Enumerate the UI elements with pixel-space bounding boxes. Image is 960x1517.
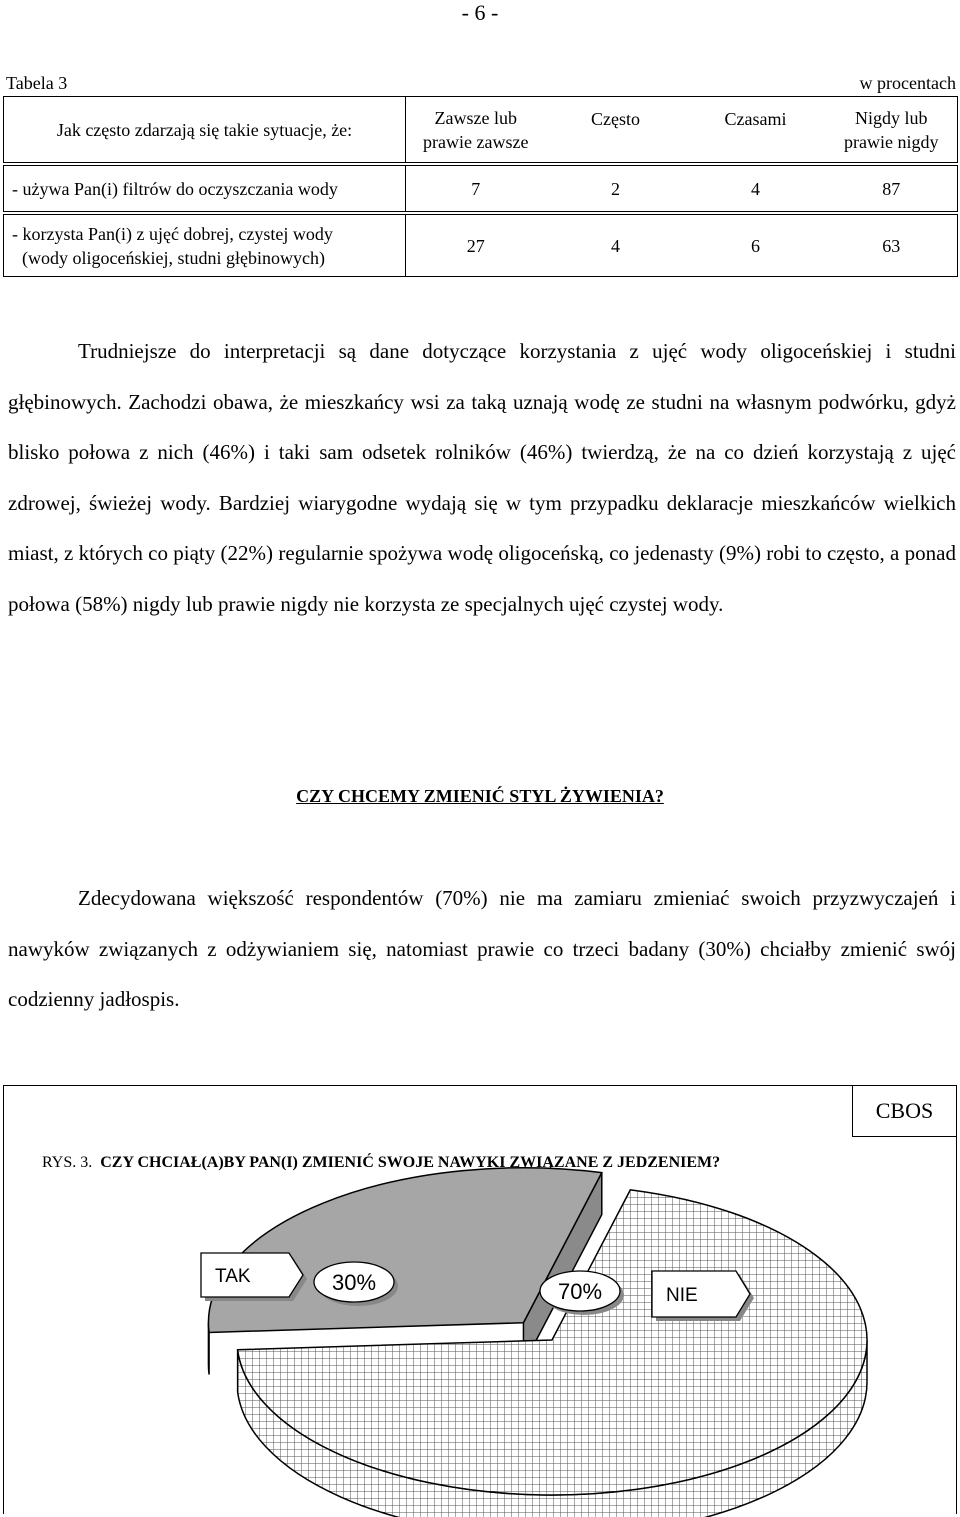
cell-value: 63 (826, 215, 958, 277)
section-heading: CZY CHCEMY ZMIENIĆ STYL ŻYWIENIA? (296, 786, 664, 806)
header-col-never: Nigdy lub prawie nigdy (826, 97, 958, 163)
header-col-often: Często (546, 97, 686, 163)
value-label-nie-text: 70% (557, 1279, 603, 1304)
cell-value: 27 (406, 215, 546, 277)
cell-value: 7 (406, 166, 546, 212)
data-table (3, 96, 958, 277)
table-unit: w procentach (859, 73, 956, 93)
label-nie (652, 1271, 754, 1321)
header-col-always: Zawsze lub prawie zawsze (406, 97, 546, 163)
label-tak (201, 1253, 307, 1301)
table-label: Tabela 3 (6, 73, 68, 93)
table-row (4, 215, 958, 277)
source-box: CBOS (852, 1085, 957, 1137)
page-number: - 6 - (461, 0, 499, 25)
label-tak-text: TAK (215, 1266, 251, 1287)
header-question: Jak często zdarzają się takie sytuacje, że: (4, 97, 406, 163)
table-header-row (4, 97, 958, 163)
cell-value: 4 (546, 215, 686, 277)
value-label-tak-text: 30% (331, 1270, 377, 1295)
label-nie-text: NIE (666, 1285, 698, 1306)
table-row (4, 166, 958, 212)
header-col-sometimes: Czasami (686, 97, 826, 163)
figure-title: RYS. 3. CZY CHCIAŁ(A)BY PAN(I) ZMIENIĆ SWOJE NAWYKI ZWIĄZANE Z JEDZENIEM? (42, 1154, 721, 1171)
pie-chart (0, 1085, 960, 1517)
cell-value: 87 (826, 166, 958, 212)
cell-value: 2 (546, 166, 686, 212)
cell-value: 4 (686, 166, 826, 212)
paragraph-diet-change: Zdecydowana większość respondentów (70%) nie ma zamiaru zmieniać swoich przyzwyczajeń i nawyków związanych z odżywianiem się, natomiast prawie co trzeci badany (30%) chciałby zmienić swój codzienny jadłospis. (8, 886, 956, 1011)
paragraph-water-interpretation: Trudniejsze do interpretacji są dane dotyczące korzystania z ujęć wody oligoceńskiej i studni głębinowych. Zachodzi obawa, że mieszkańcy wsi za taką uznają wodę ze studni na własnym podwórku, gdyż blisko połowa z nich (46%) i taki sam odsetek rolników (46%) twierdzą, że na co dzień korzystają z ujęć zdrowej, świeżej wody. Bardziej wiarygodne wydają się w tym przypadku deklaracje mieszkańców wielkich miast, z których co piąty (22%) regularnie spożywa wodę oligoceńską, co jedenasty (9%) robi to często, a ponad połowa (58%) nigdy lub prawie nigdy nie korzysta ze specjalnych ujęć czystej wody. (8, 339, 956, 616)
cell-value: 6 (686, 215, 826, 277)
row-label: - korzysta Pan(i) z ujęć dobrej, czystej wody (wody oligoceńskiej, studni głębinowych) (4, 215, 406, 277)
row-label: - używa Pan(i) filtrów do oczyszczania wody (4, 166, 406, 212)
